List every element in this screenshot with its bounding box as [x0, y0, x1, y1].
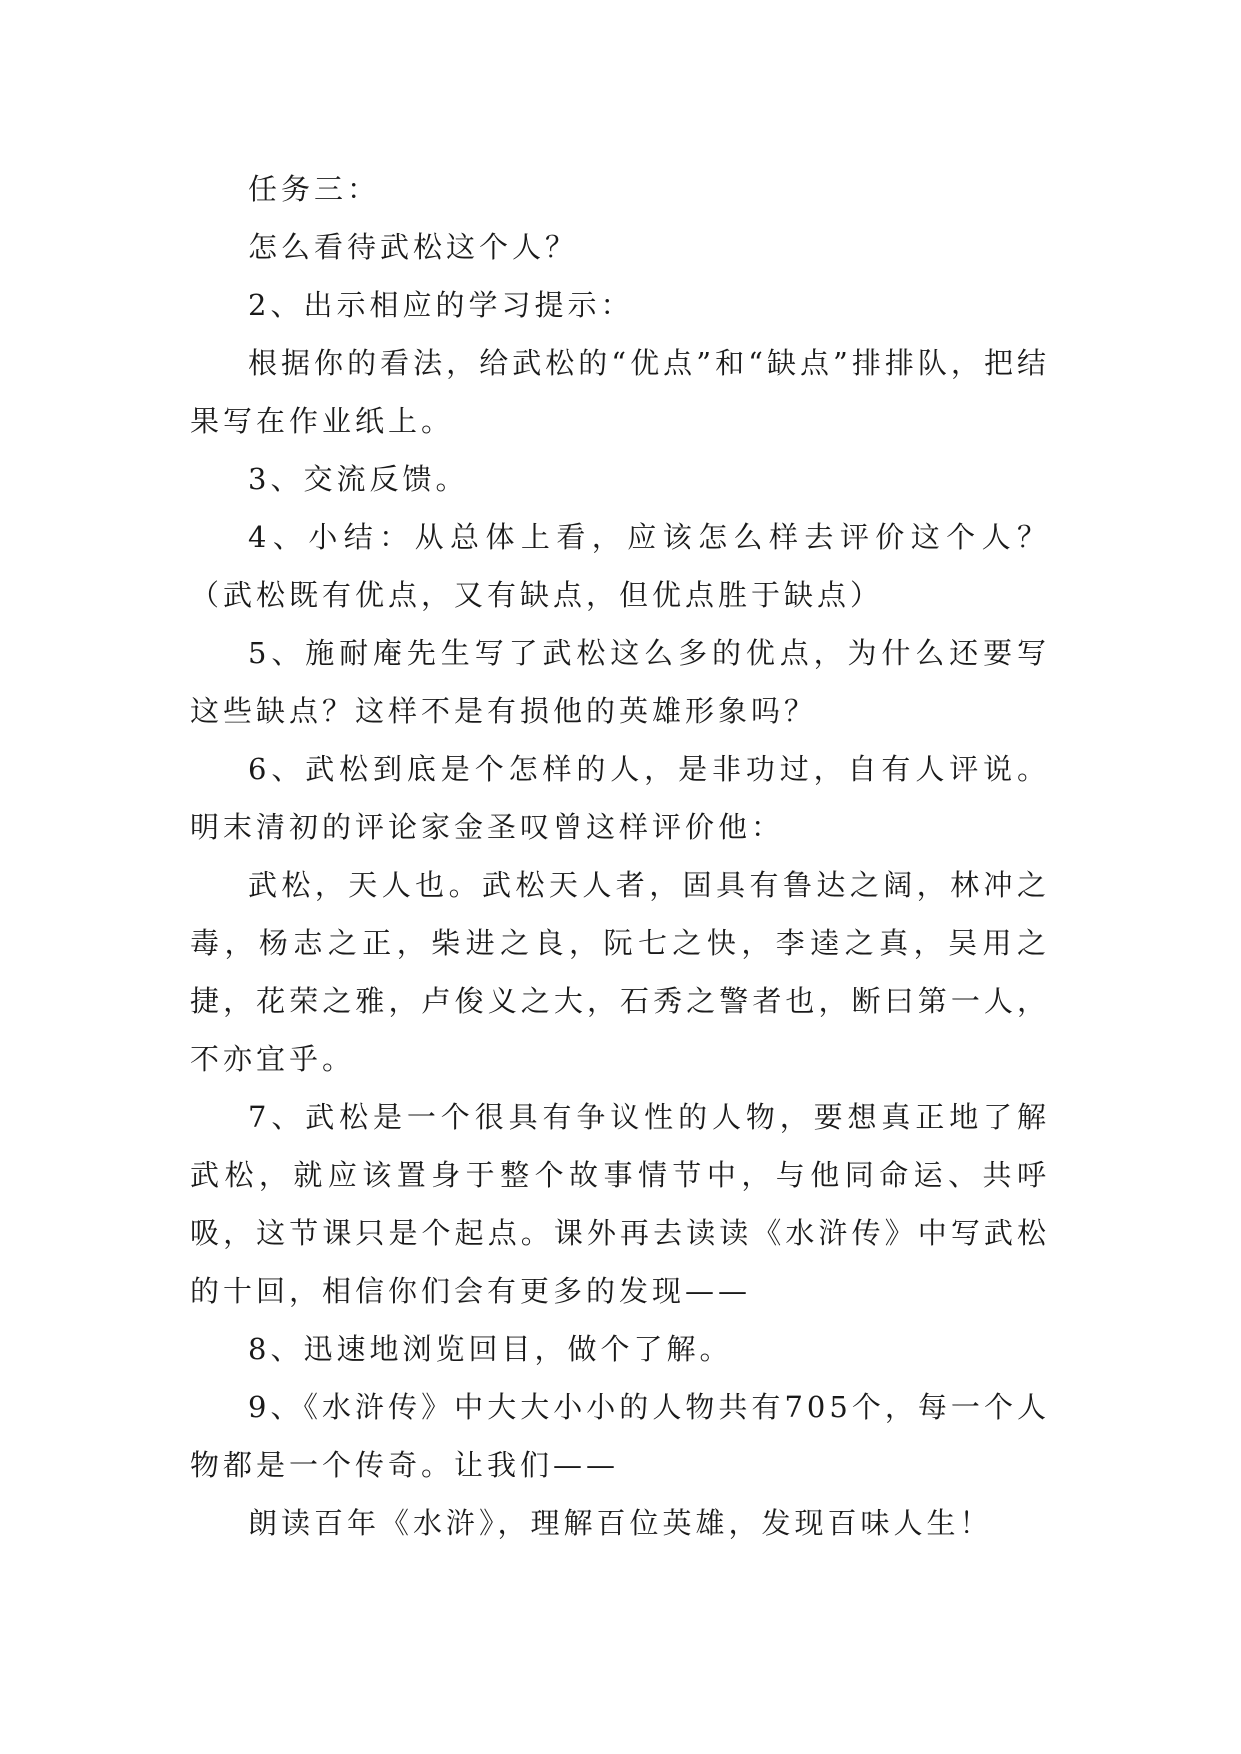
document-body	[190, 160, 1050, 1552]
step-4-paragraph: 4、小结：从总体上看，应该怎么样去评价这个人？（武松既有优点，又有缺点，但优点胜于缺点）	[190, 520, 1050, 612]
step-7-paragraph: 7、武松是一个很具有争议性的人物，要想真正地了解武松，就应该置身于整个故事情节中，与他同命运、共呼吸，这节课只是个起点。课外再去读读《水浒传》中写武松的十回，相信你们会有更多的发现——	[190, 1100, 1050, 1308]
step-8-paragraph: 8、迅速地浏览回目，做个了解。	[248, 1332, 733, 1366]
step-6-paragraph: 6、武松到底是个怎样的人，是非功过，自有人评说。明末清初的评论家金圣叹曾这样评价他：	[190, 752, 1050, 844]
question-paragraph: 怎么看待武松这个人？	[248, 230, 579, 264]
quote-paragraph: 武松，天人也。武松天人者，固具有鲁达之阔，林冲之毒，杨志之正，柴进之良，阮七之快，李逵之真，吴用之捷，花荣之雅，卢俊义之大，石秀之警者也，断曰第一人，不亦宜乎。	[190, 868, 1050, 1076]
task-heading: 任务三：	[248, 172, 381, 206]
step-3-paragraph: 3、交流反馈。	[248, 462, 469, 496]
step-5-paragraph: 5、施耐庵先生写了武松这么多的优点，为什么还要写这些缺点？这样不是有损他的英雄形象吗？	[190, 636, 1050, 728]
step-9-paragraph: 9、《水浒传》中大大小小的人物共有705个，每一个人物都是一个传奇。让我们——	[190, 1390, 1050, 1482]
step-2-paragraph: 2、出示相应的学习提示：	[248, 288, 634, 322]
hint-paragraph: 根据你的看法，给武松的“优点”和“缺点”排排队，把结果写在作业纸上。	[190, 346, 1050, 438]
closing-paragraph: 朗读百年《水浒》，理解百位英雄，发现百味人生！	[248, 1506, 993, 1540]
